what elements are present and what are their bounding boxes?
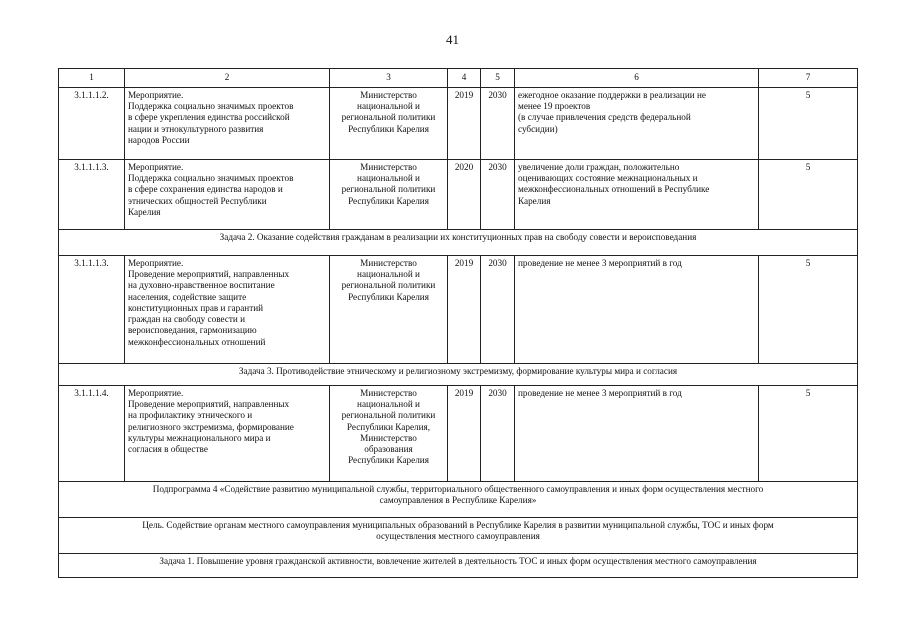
executor-cell [330, 256, 448, 364]
end-year-cell: 2030 [481, 256, 515, 364]
table-row [59, 160, 858, 230]
cell-line: Министерство [360, 432, 417, 443]
cell-line: в сфере укрепления единства российской [128, 112, 290, 123]
section-heading-line: осуществления местного самоуправления [376, 531, 540, 542]
cell-line: оценивающих состояние межнациональных и [518, 173, 698, 184]
event-cell [125, 160, 330, 230]
column-header: 7 [759, 69, 858, 88]
value-cell: 5 [759, 88, 858, 160]
table-body [59, 69, 858, 578]
table-row [59, 88, 858, 160]
section-heading [59, 482, 858, 518]
cell-line: (в случае привлечения средств федеральной [518, 112, 691, 123]
section-heading-row [59, 364, 858, 386]
section-heading-line: Задача 1. Повышение уровня гражданской активности, вовлечение жителей в деятельность ТОС и иных форм осуществления местного самоуправления [159, 556, 757, 566]
result-cell [515, 386, 759, 482]
section-heading-row [59, 230, 858, 256]
cell-line: субсидии) [518, 123, 558, 134]
section-heading [59, 554, 858, 578]
section-heading [59, 364, 858, 386]
cell-line: проведение не менее 3 мероприятий в год [518, 388, 682, 398]
cell-line: Министерство [360, 258, 417, 268]
start-year-cell: 2019 [448, 256, 481, 364]
cell-line: Республики Карелия [348, 291, 429, 302]
cell-line: культуры межнационального мира и [128, 432, 271, 443]
cell-line: Мероприятие. [128, 388, 184, 398]
item-code-cell: 3.1.1.1.2. [59, 88, 125, 160]
executor-cell [330, 386, 448, 482]
column-header: 1 [59, 69, 125, 88]
column-header: 3 [330, 69, 448, 88]
start-year-cell: 2019 [448, 386, 481, 482]
section-heading-row [59, 482, 858, 518]
executor-cell [330, 160, 448, 230]
end-year-cell: 2030 [481, 88, 515, 160]
column-header: 4 [448, 69, 481, 88]
result-cell [515, 88, 759, 160]
cell-line: народов России [128, 134, 190, 145]
section-heading-line: Задача 2. Оказание содействия гражданам в реализации их конституционных прав на свободу совести и вероисповедания [219, 232, 697, 242]
cell-line: этнических общностей Республики [128, 195, 267, 206]
value-cell: 5 [759, 386, 858, 482]
cell-line: Карелия [128, 206, 161, 217]
cell-line: населения, содействие защите [128, 291, 247, 302]
cell-line: Проведение мероприятий, направленных [128, 399, 290, 410]
cell-line: региональной политики [341, 112, 436, 123]
cell-line: образования [364, 444, 413, 455]
cell-line: Карелия [518, 195, 551, 206]
cell-line: Министерство [360, 162, 417, 172]
cell-line: Проведение мероприятий, направленных [128, 269, 290, 280]
value-cell: 5 [759, 160, 858, 230]
program-table [58, 68, 858, 578]
start-year-cell: 2019 [448, 88, 481, 160]
cell-line: национальной и [357, 399, 420, 410]
result-cell [515, 256, 759, 364]
cell-line: ежегодное оказание поддержки в реализации не [518, 90, 706, 100]
cell-line: в сфере сохранения единства народов и [128, 184, 283, 195]
cell-line: вероисповедания, гармонизацию [128, 325, 257, 336]
cell-line: Министерство [360, 388, 417, 398]
event-cell [125, 386, 330, 482]
section-heading-line: Подпрограмма 4 «Содействие развитию муниципальной службы, территориального общественного самоуправления и иных форм осуществления местного [152, 484, 764, 494]
column-header: 2 [125, 69, 330, 88]
cell-line: национальной и [357, 269, 420, 280]
section-heading [59, 230, 858, 256]
cell-line: региональной политики [341, 280, 436, 291]
cell-line: увеличение доли граждан, положительно [518, 162, 680, 172]
event-cell [125, 88, 330, 160]
table-row [59, 256, 858, 364]
item-code-cell: 3.1.1.1.4. [59, 386, 125, 482]
item-code-cell: 3.1.1.1.3. [59, 160, 125, 230]
value-cell: 5 [759, 256, 858, 364]
section-heading-line: Цель. Содействие органам местного самоуправления муниципальных образований в Республике Карелия в развитии муниципальной службы, ТОС и иных форм [142, 520, 774, 530]
result-cell [515, 160, 759, 230]
page-number: 41 [446, 32, 459, 47]
cell-line: региональной политики [341, 184, 436, 195]
section-heading [59, 518, 858, 554]
cell-line: Поддержка социально значимых проектов [128, 101, 294, 112]
header-row [59, 69, 858, 88]
cell-line: Поддержка социально значимых проектов [128, 173, 294, 184]
cell-line: религиозного экстремизма, формирование [128, 421, 294, 432]
cell-line: межконфессиональных отношений в Республике [518, 184, 710, 195]
cell-line: нации и этнокультурного развития [128, 123, 264, 134]
cell-line: Мероприятие. [128, 162, 184, 172]
cell-line: Республики Карелия, [346, 421, 431, 432]
event-cell [125, 256, 330, 364]
cell-line: национальной и [357, 173, 420, 184]
cell-line: региональной политики [341, 410, 436, 421]
section-heading-row [59, 518, 858, 554]
column-header: 6 [515, 69, 759, 88]
cell-line: конституционных прав и гарантий [128, 302, 264, 313]
cell-line: национальной и [357, 101, 420, 112]
cell-line: Министерство [360, 90, 417, 100]
cell-line: Республики Карелия [348, 123, 429, 134]
end-year-cell: 2030 [481, 386, 515, 482]
cell-line: граждан на свободу совести и [128, 314, 246, 325]
cell-line: Республики Карелия [348, 195, 429, 206]
executor-cell [330, 88, 448, 160]
start-year-cell: 2020 [448, 160, 481, 230]
end-year-cell: 2030 [481, 160, 515, 230]
section-heading-line: Задача 3. Противодействие этническому и религиозному экстремизму, формирование культуры мира и согласия [238, 366, 678, 376]
section-heading-line: самоуправления в Республике Карелия» [379, 495, 537, 506]
section-heading-row [59, 554, 858, 578]
cell-line: Мероприятие. [128, 258, 184, 268]
cell-line: согласия в обществе [128, 444, 208, 455]
cell-line: менее 19 проектов [518, 101, 591, 112]
item-code-cell: 3.1.1.1.3. [59, 256, 125, 364]
cell-line: Мероприятие. [128, 90, 184, 100]
cell-line: на духовно-нравственное воспитание [128, 280, 275, 291]
table-row [59, 386, 858, 482]
cell-line: проведение не менее 3 мероприятий в год [518, 258, 682, 268]
cell-line: межконфессиональных отношений [128, 336, 266, 347]
column-header: 5 [481, 69, 515, 88]
cell-line: Республики Карелия [348, 455, 429, 466]
cell-line: на профилактику этнического и [128, 410, 253, 421]
